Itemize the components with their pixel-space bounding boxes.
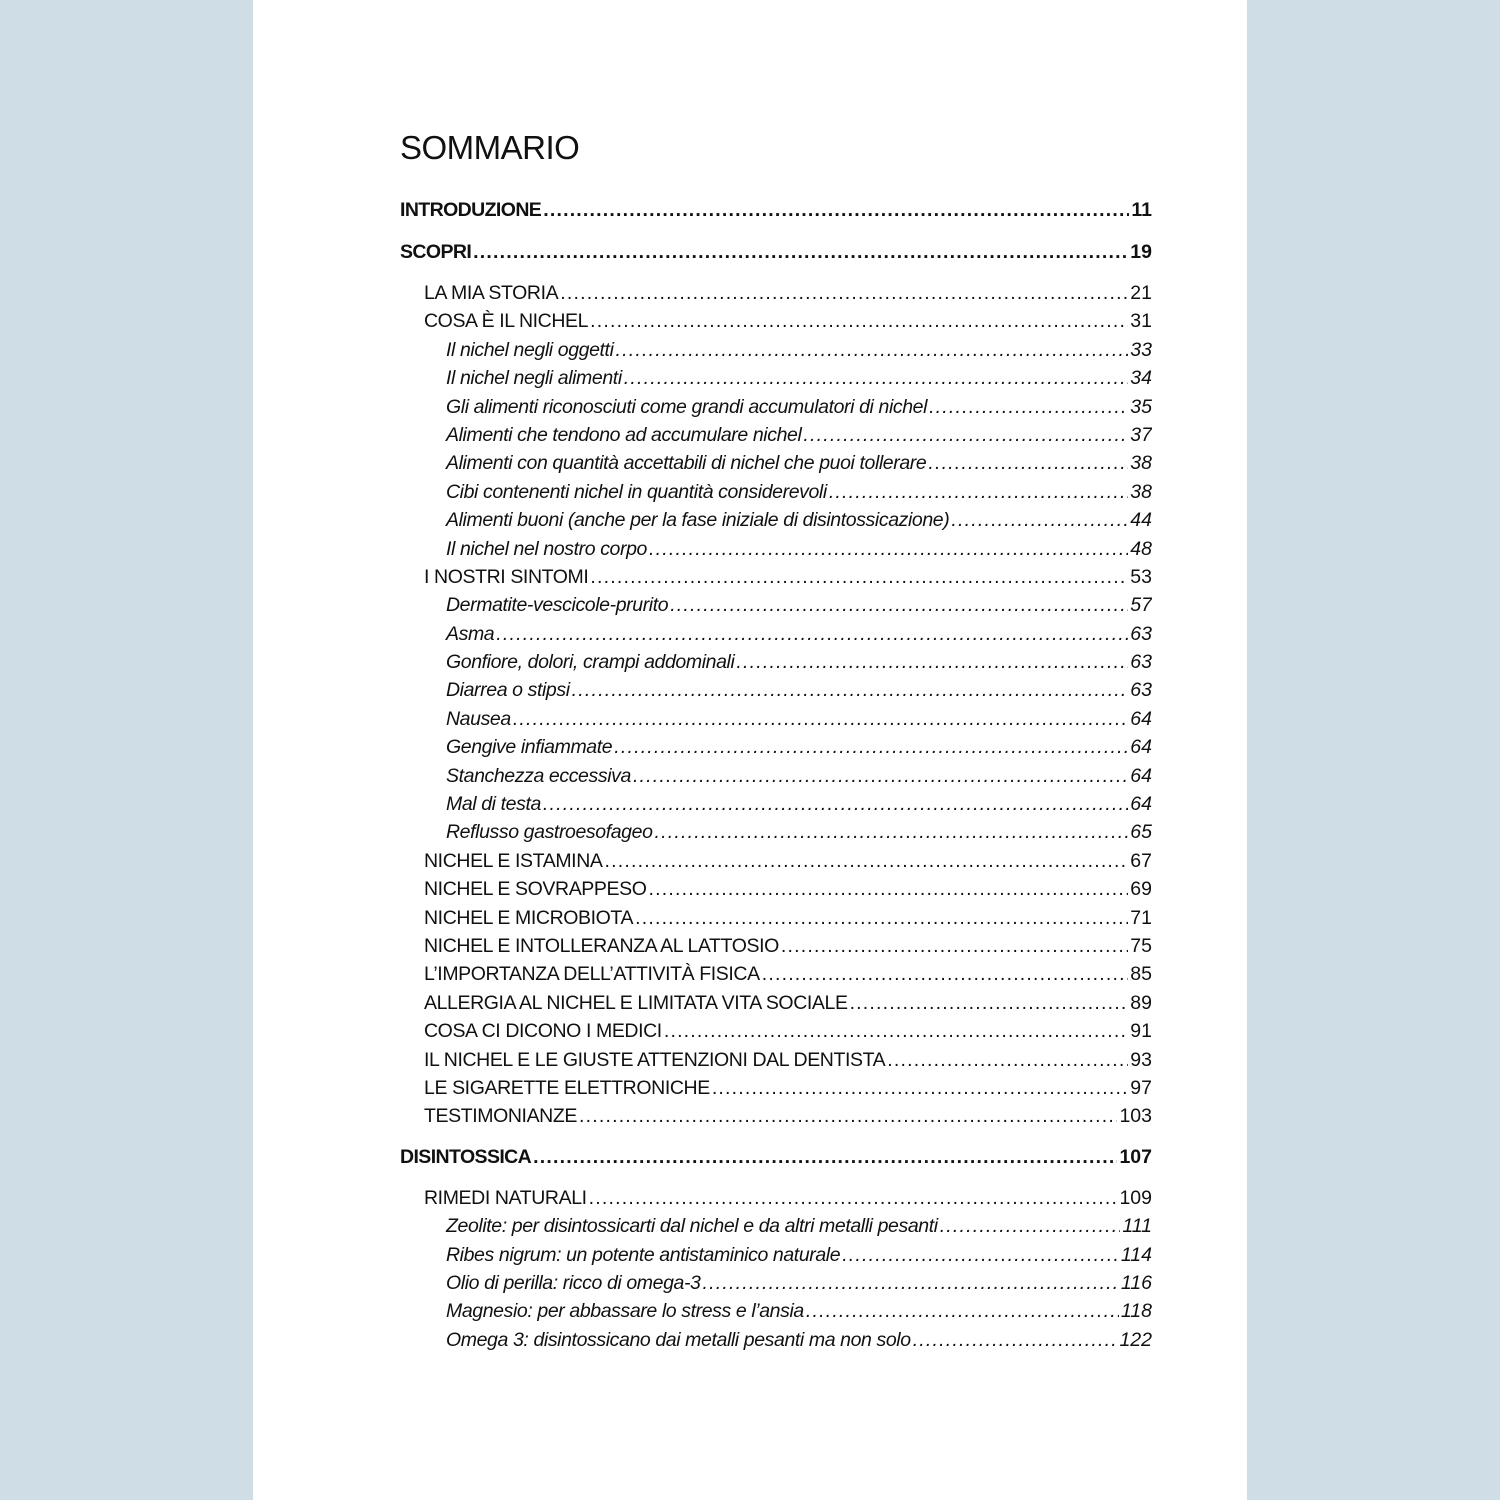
toc-entry-label: Nausea [446,707,511,730]
toc-entry-label: DISINTOSSICA [400,1145,532,1168]
toc-entry-label: NICHEL E SOVRAPPESO [424,878,647,901]
toc-entry-label: Asma [446,622,495,645]
dot-leader [929,393,1128,421]
toc-entry-page: 44 [1130,509,1152,532]
toc-entry-page: 34 [1130,367,1152,390]
toc-entry-label: Gonfiore, dolori, crampi addominali [446,651,735,674]
dot-leader [762,960,1129,988]
dot-leader [670,591,1128,619]
dot-leader [533,1142,1117,1173]
toc-entry-label: Ribes nigrum: un potente antistaminico naturale [446,1243,841,1266]
table-of-contents [400,128,1152,1354]
dot-leader [513,705,1128,733]
dot-leader [803,421,1128,449]
toc-entry-label: I NOSTRI SINTOMI [424,565,589,588]
toc-entry[interactable] [400,393,1152,421]
toc-entry-page: 65 [1130,821,1152,844]
toc-entry[interactable] [400,336,1152,364]
toc-entry-label: COSA È IL NICHEL [424,310,589,333]
toc-entry-introduzione[interactable] [400,195,1152,226]
page-title: SOMMARIO [400,129,580,166]
dot-leader [913,1326,1118,1354]
toc-entry-page: 64 [1130,764,1152,787]
toc-entry[interactable] [400,875,1152,903]
toc-entry-label: RIMEDI NATURALI [424,1186,587,1209]
toc-entry[interactable] [400,1046,1152,1074]
toc-entry[interactable] [400,1326,1152,1354]
toc-entry-label: Dermatite-vescicole-prurito [446,594,669,617]
toc-entry-page: 48 [1130,537,1152,560]
toc-entry-label: NICHEL E MICROBIOTA [424,906,634,929]
toc-entry-page: 67 [1130,849,1152,872]
toc-entry-label: INTRODUZIONE [400,199,542,221]
toc-entry[interactable] [400,591,1152,619]
toc-entry-label: IL NICHEL E LE GIUSTE ATTENZIONI DAL DENTISTA [424,1048,886,1071]
dot-leader [614,733,1128,761]
toc-entry-label: Alimenti con quantità accettabili di nichel che puoi tollerare [446,452,927,475]
dot-leader [842,1241,1119,1269]
dot-leader [589,1184,1118,1212]
toc-entry-page: 64 [1130,736,1152,759]
toc-entry-page: 19 [1130,241,1152,263]
dot-leader [543,195,1129,226]
toc-entry[interactable] [400,676,1152,704]
toc-entry-label: Omega 3: disintossicano dai metalli pesanti ma non solo [446,1328,911,1351]
dot-leader [940,1212,1121,1240]
dot-leader [616,336,1129,364]
dot-leader [655,818,1129,846]
toc-entry[interactable] [400,421,1152,449]
dot-leader [543,790,1128,818]
toc-entry-label: Alimenti buoni (anche per la fase iniziale di disintossicazione) [446,509,950,532]
toc-entry-label: Il nichel negli oggetti [446,338,614,361]
toc-entry[interactable] [400,904,1152,932]
toc-entry[interactable] [400,506,1152,534]
toc-entry-label: Il nichel nel nostro corpo [446,537,647,560]
toc-entry-label: ALLERGIA AL NICHEL E LIMITATA VITA SOCIALE [424,991,848,1014]
toc-entry-page: 31 [1130,310,1152,333]
dot-leader [560,279,1128,307]
dot-leader [572,676,1129,704]
toc-entry-page: 91 [1130,1020,1152,1043]
toc-entry[interactable] [400,1212,1152,1240]
toc-entry-page: 21 [1130,282,1152,304]
toc-entry[interactable] [400,1017,1152,1045]
toc-entry[interactable] [400,620,1152,648]
dot-leader [928,449,1128,477]
dot-leader [829,478,1128,506]
dot-leader [850,989,1129,1017]
toc-entry[interactable] [400,535,1152,563]
toc-entry-label: Cibi contenenti nichel in quantità considerevoli [446,480,827,503]
toc-entry[interactable] [400,960,1152,988]
dot-leader [951,506,1128,534]
toc-entry-label: Reflusso gastroesofageo [446,821,653,844]
dot-leader [579,1102,1117,1130]
toc-entry-label: Mal di testa [446,793,541,816]
dot-leader [649,875,1129,903]
toc-entry-label: Zeolite: per disintossicarti dal nichel e da altri metalli pesanti [446,1215,938,1238]
toc-entry-label: Olio di perilla: ricco di omega-3 [446,1271,701,1294]
toc-entry[interactable] [400,648,1152,676]
toc-entry-label: Diarrea o stipsi [446,679,570,702]
toc-entry-page: 69 [1130,878,1152,901]
toc-entry-page: 37 [1130,423,1152,446]
toc-entry-page: 114 [1120,1243,1152,1266]
toc-entry-page: 85 [1130,963,1152,986]
toc-entry-label: COSA CI DICONO I MEDICI [424,1020,662,1043]
toc-entry-label: Il nichel negli alimenti [446,367,622,390]
dot-leader [590,307,1128,335]
toc-entry[interactable] [400,563,1152,591]
toc-entry-label: Alimenti che tendono ad accumulare nichel [446,423,802,446]
toc-entry-page: 33 [1130,338,1152,361]
toc-entry-label: Magnesio: per abbassare lo stress e l’ansia [446,1300,804,1323]
toc-entry[interactable] [400,307,1152,335]
dot-leader [635,904,1128,932]
toc-entry-page: 122 [1119,1328,1152,1351]
dot-leader [806,1297,1119,1325]
dot-leader [473,237,1128,268]
toc-entry-page: 64 [1130,793,1152,816]
toc-entry[interactable] [400,932,1152,960]
toc-entry[interactable] [400,1074,1152,1102]
dot-leader [624,364,1129,392]
toc-entry[interactable] [400,762,1152,790]
toc-entry-page: 75 [1130,934,1152,957]
toc-entry-page: 107 [1119,1145,1152,1168]
toc-entry-page: 63 [1130,622,1152,645]
dot-leader [703,1269,1119,1297]
toc-entry[interactable] [400,733,1152,761]
toc-entry-page: 109 [1119,1186,1152,1209]
toc-entry-page: 111 [1122,1215,1152,1238]
dot-leader [781,932,1128,960]
dot-leader [496,620,1128,648]
toc-entry-label: TESTIMONIANZE [424,1105,577,1128]
toc-entry[interactable] [400,449,1152,477]
toc-entry-page: 103 [1119,1105,1152,1128]
toc-entry-page: 63 [1130,651,1152,674]
dot-leader [712,1074,1128,1102]
toc-entry-label: NICHEL E ISTAMINA [424,849,603,872]
toc-entry-page: 38 [1130,480,1152,503]
toc-entry-page: 35 [1130,395,1152,418]
toc-entry[interactable] [400,847,1152,875]
toc-entry-label: Stanchezza eccessiva [446,764,631,787]
dot-leader [736,648,1128,676]
toc-entry-page: 11 [1131,199,1152,221]
dot-leader [649,535,1128,563]
toc-entry[interactable] [400,1102,1152,1130]
toc-entry-scopri[interactable] [400,237,1152,268]
toc-entry-label: L’IMPORTANZA DELL’ATTIVITÀ FISICA [424,963,760,986]
dot-leader [633,762,1128,790]
toc-entry[interactable] [400,818,1152,846]
toc-entry[interactable] [400,1297,1152,1325]
toc-entry-label: NICHEL E INTOLLERANZA AL LATTOSIO [424,934,779,957]
toc-entry-page: 57 [1130,594,1152,617]
toc-entry-page: 97 [1130,1076,1152,1099]
toc-entry[interactable] [400,279,1152,307]
toc-entry-page: 71 [1130,906,1152,929]
toc-entry-label: Gli alimenti riconosciuti come grandi accumulatori di nichel [446,395,928,418]
toc-entry-page: 64 [1130,707,1152,730]
toc-entry[interactable] [400,790,1152,818]
toc-entry[interactable] [400,989,1152,1017]
toc-entry-label: LE SIGARETTE ELETTRONICHE [424,1076,710,1099]
toc-entry-page: 93 [1130,1048,1152,1071]
dot-leader [604,847,1128,875]
toc-entry-page: 118 [1120,1300,1152,1323]
toc-entry[interactable] [400,1184,1152,1212]
toc-entry-label: LA MIA STORIA [424,282,559,304]
toc-entry-disintossica[interactable] [400,1142,1152,1173]
toc-entry[interactable] [400,364,1152,392]
dot-leader [590,563,1128,591]
toc-entry-page: 38 [1130,452,1152,475]
toc-entry-label: SCOPRI [400,241,472,263]
toc-entry-label: Gengive infiammate [446,736,613,759]
dot-leader [664,1017,1128,1045]
toc-entry[interactable] [400,705,1152,733]
toc-entry[interactable] [400,1241,1152,1269]
toc-entry-page: 116 [1120,1271,1152,1294]
toc-entry[interactable] [400,478,1152,506]
toc-entry-page: 53 [1130,565,1152,588]
toc-entry-page: 89 [1130,991,1152,1014]
toc-entry[interactable] [400,1269,1152,1297]
dot-leader [887,1046,1128,1074]
book-page [253,0,1247,1500]
toc-entry-page: 63 [1130,679,1152,702]
